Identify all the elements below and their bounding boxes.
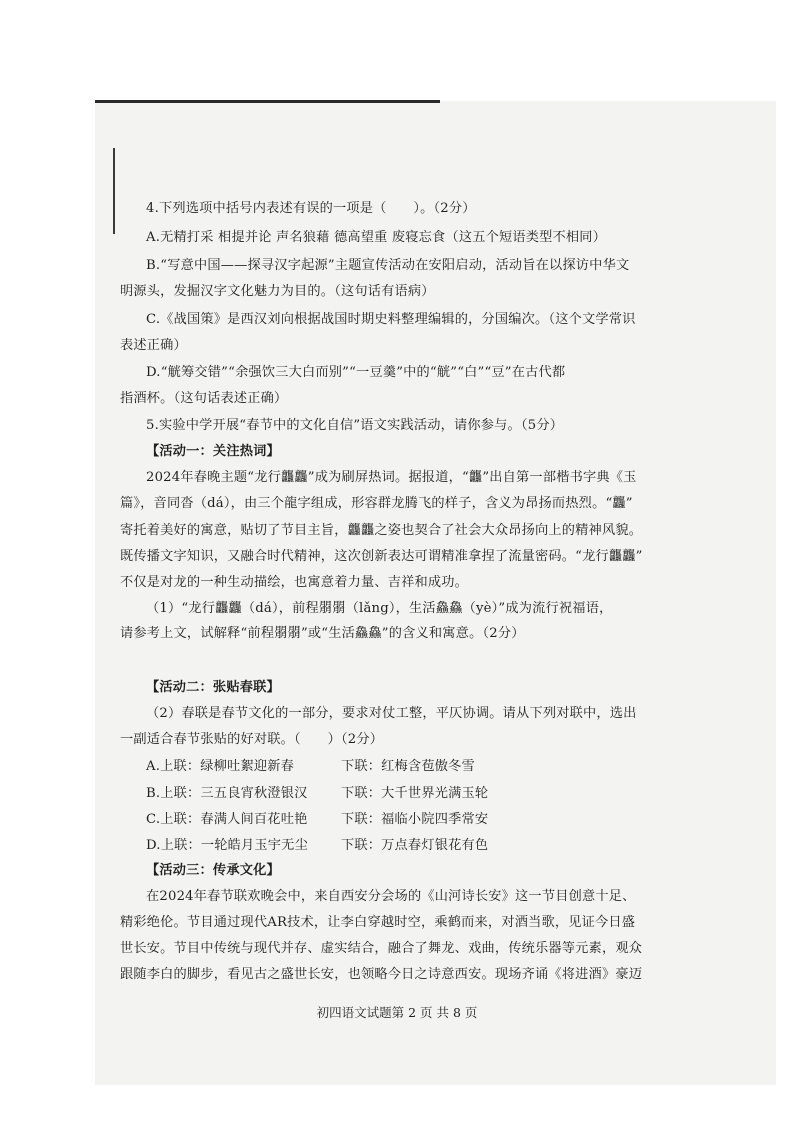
activity1-para-line3: 寄托着美好的寓意，贴切了节目主旨，龘龘之姿也契合了社会大众昂扬向上的精神风貌。: [120, 523, 643, 538]
scanned-page: [95, 101, 776, 1085]
scan-edge-mark: [113, 148, 115, 234]
couplet-option-a-lower: 下联：红梅含苞傲冬雪: [341, 759, 475, 774]
activity1-para-line2: 篇》，音同沓（dá），由三个龍字组成，形容群龙腾飞的样子，含义为昂扬而热烈。“龘”: [120, 496, 633, 511]
activity1-para-line5: 不仅是对龙的一种生动描绘，也寓意着力量、吉祥和成功。: [120, 575, 469, 590]
subquestion2-line1: （2）春联是春节文化的一部分，要求对仗工整，平仄协调。请从下列对联中，选出: [146, 706, 637, 721]
activity1-para-line1: 2024年春晚主题“龙行龘龘”成为刷屏热词。据报道，“龘”出自第一部楷书字典《玉: [146, 470, 637, 485]
activity2-heading: 【活动二：张贴春联】: [146, 680, 280, 695]
activity3-para-line3: 世长安。节目中传统与现代并存、虚实结合，融合了舞龙、戏曲，传统乐器等元素，观众: [120, 941, 643, 956]
q4-option-b-line1: B.“写意中国——探寻汉字起源”主题宣传活动在安阳启动，活动旨在以探访中华文: [146, 258, 630, 273]
couplet-option-c-lower: 下联：福临小院四季常安: [341, 812, 489, 827]
couplet-option-d-upper: D.上联：一轮皓月玉宇无尘: [146, 838, 308, 853]
activity1-para-line4: 既传播文字知识，又融合时代精神，这次创新表达可谓精准拿捏了流量密码。“龙行龘龘”: [120, 549, 643, 564]
couplet-option-a-upper: A.上联：绿柳吐絮迎新春: [146, 759, 294, 774]
activity3-para-line2: 精彩绝伦。节目通过现代AR技术，让李白穿越时空，乘鹤而来，对酒当歌，见证今日盛: [120, 915, 636, 930]
activity3-para-line4: 跟随李白的脚步，看见古之盛世长安，也领略今日之诗意西安。现场齐诵《将进酒》豪迈: [120, 967, 643, 982]
activity3-para-line1: 在2024年春节联欢晚会中，来自西安分会场的《山河诗长安》这一节目创意十足、: [146, 889, 636, 904]
couplet-option-c-upper: C.上联：春满人间百花吐艳: [146, 812, 308, 827]
subquestion1-line1: （1）“龙行龘龘（dá），前程朤朤（lǎng），生活鱻鱻（yè）”成为流行祝福语，: [146, 601, 613, 616]
q4-option-c-line1: C.《战国策》是西汉刘向根据战国时期史料整理编辑的，分国编次。（这个文学常识: [146, 312, 636, 327]
q4-stem: 4.下列选项中括号内表述有误的一项是（ ）。（2分）: [146, 201, 476, 216]
q4-option-d-line1: D.“觥筹交错”“余强饮三大白而别”“一豆羹”中的“觥”“白”“豆”在古代都: [146, 365, 566, 380]
couplet-option-b-upper: B.上联：三五良宵秋澄银汉: [146, 786, 308, 801]
activity1-heading: 【活动一：关注热词】: [146, 444, 280, 459]
q4-option-d-line2: 指酒杯。（这句话表述正确）: [120, 391, 288, 406]
couplet-option-d-lower: 下联：万点春灯银花有色: [341, 838, 489, 853]
page-footer: 初四语文试题第 2 页 共 8 页: [316, 1005, 478, 1020]
q4-option-b-line2: 明源头，发掘汉字文化魅力为目的。（这句话有语病）: [120, 284, 435, 299]
q4-option-c-line2: 表述正确）: [120, 338, 187, 353]
scan-border-line: [95, 100, 440, 103]
q4-option-a: A.无精打采 相提并论 声名狼藉 德高望重 废寝忘食（这五个短语类型不相同）: [146, 230, 607, 245]
subquestion2-line2: 一副适合春节张贴的好对联。（ ）（2分）: [120, 732, 384, 747]
activity3-heading: 【活动三：传承文化】: [146, 863, 280, 878]
subquestion1-line2: 请参考上文，试解释“前程朤朤”或“生活鱻鱻”的含义和寓意。（2分）: [120, 626, 525, 641]
couplet-option-b-lower: 下联：大千世界光满玉轮: [341, 786, 489, 801]
q5-stem: 5.实验中学开展“春节中的文化自信”语文实践活动，请你参与。（5分）: [146, 418, 564, 433]
